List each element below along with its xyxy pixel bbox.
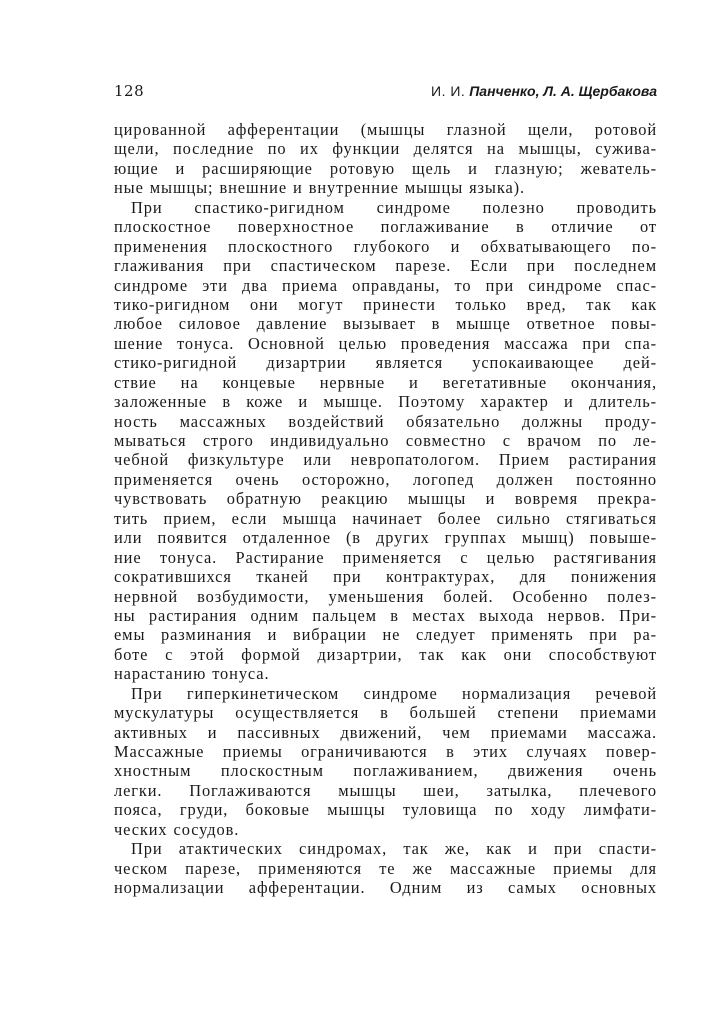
text-line: пояса, груди, боковые мышцы туловища по ходу лимфати-: [114, 800, 657, 820]
running-head: [431, 83, 657, 99]
text-line: ческих сосудов.: [114, 819, 240, 839]
text-line: При атактических синдромах, так же, как и при спасти-: [131, 839, 657, 859]
text-line: любое силовое давление вызывает в мышце ответное повы-: [114, 314, 657, 334]
text-line: боте с этой формой дизартрии, так как они способствуют: [114, 644, 657, 664]
text-line: емы разминания и вибрации не следует применять при ра-: [114, 625, 657, 645]
text-line: цированной афферентации (мышцы глазной щели, ротовой: [114, 120, 657, 139]
text-line: плоскостное поверхностное поглаживание в отличие от: [114, 217, 657, 237]
text-line: мываться строго индивидуально совместно с врачом по ле-: [114, 431, 657, 450]
text-line: глаживания при спастическом парезе. Если при последнем: [114, 256, 657, 276]
author-initials: И. И.: [431, 83, 466, 99]
text-line: легки. Поглаживаются мышцы шеи, затылка, плечевого: [114, 780, 657, 800]
text-line: ние тонуса. Растирание применяется с целью растягивания: [114, 547, 657, 567]
text-line: шение тонуса. Основной целью проведения массажа при спа-: [114, 333, 657, 353]
text-line: ные мышцы; внешние и внутренние мышцы языка).: [114, 178, 525, 198]
text-line: мускулатуры осуществляется в большей степени приемами: [114, 703, 657, 723]
text-line: тить прием, если мышца начинает более сильно стягиваться: [114, 508, 657, 528]
text-line: сократившихся тканей при контрактурах, для понижения: [114, 567, 657, 587]
text-line: тико-ригидном они могут принести только вред, так как: [114, 294, 657, 314]
page-header: [114, 82, 657, 104]
text-line: активных и пассивных движений, чем приемами массажа.: [114, 722, 657, 742]
text-line: синдроме эти два приема оправданы, то при синдроме спас-: [114, 275, 657, 295]
text-line: нервной возбудимости, уменьшения болей. Особенно полез-: [114, 586, 657, 606]
text-line: При гиперкинетическом синдроме нормализация речевой: [131, 683, 657, 703]
text-line: При спастико-ригидном синдроме полезно проводить: [131, 197, 657, 217]
text-line: применения плоскостного глубокого и обхватывающего по-: [114, 236, 657, 256]
text-line: применяется очень осторожно, логопед должен постоянно: [114, 469, 657, 489]
text-line: заложенные в коже и мышце. Поэтому характер и длитель-: [114, 392, 657, 412]
text-line: хностным плоскостным поглаживанием, движения очень: [114, 761, 657, 781]
text-line: ность массажных воздействий обязательно должны проду-: [114, 411, 657, 431]
text-line: ны растирания одним пальцем в местах выхода нервов. При-: [114, 605, 657, 625]
text-line: нормализации афферентации. Одним из самых основных: [114, 878, 657, 898]
text-line: чебной физкультуре или невропатологом. Прием растирания: [114, 450, 657, 470]
body-text: [114, 120, 657, 898]
text-line: ствие на концевые нервные и вегетативные окончания,: [114, 372, 657, 392]
text-line: нарастанию тонуса.: [114, 664, 270, 684]
text-line: ющие и расширяющие ротовую щель и глазную; жеватель-: [114, 158, 657, 178]
text-line: ческом парезе, применяются те же массажные приемы для: [114, 858, 657, 878]
text-line: Массажные приемы ограничиваются в этих случаях повер-: [114, 742, 657, 761]
text-line: стико-ригидной дизартрии является успокаивающее дей-: [114, 353, 657, 373]
text-line: щели, последние по их функции делятся на мышцы, сужива-: [114, 139, 657, 159]
author-names: Панченко, Л. А. Щербакова: [469, 83, 657, 99]
text-line: или появится отдаленное (в других группах мышц) повыше-: [114, 528, 657, 548]
page-number: 128: [114, 82, 145, 100]
text-line: чувствовать обратную реакцию мышцы и вовремя прекра-: [114, 489, 657, 509]
